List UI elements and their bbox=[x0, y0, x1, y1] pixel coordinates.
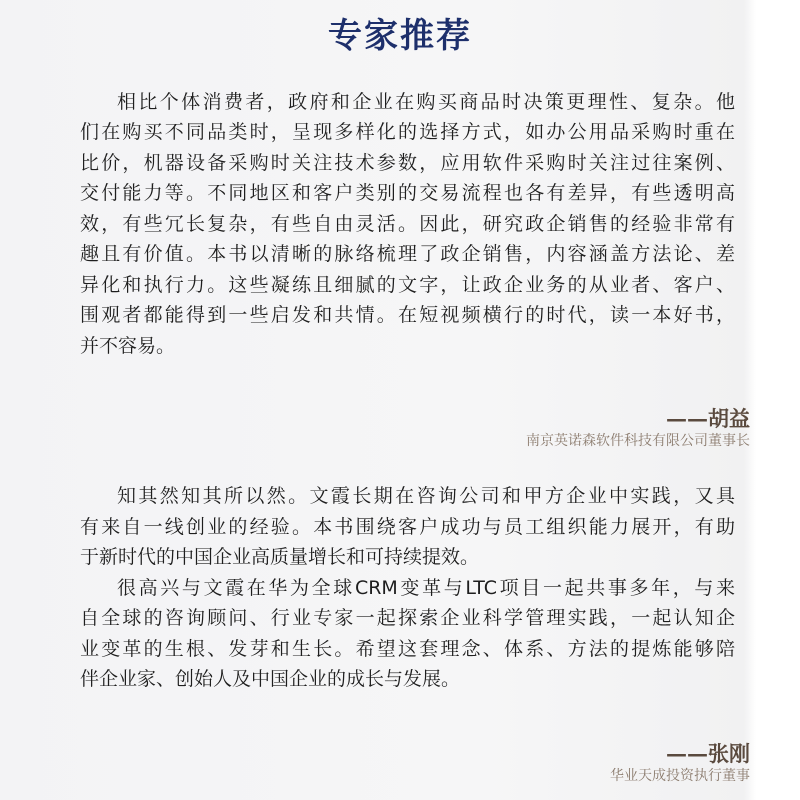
text-line: 业变革的生根、发芽和生长。希望这套理念、体系、方法的提炼能够陪 bbox=[80, 638, 735, 660]
text-line: 异化和执行力。这些凝练且细腻的文字，让政企业务的从业者、客户、 bbox=[80, 274, 735, 296]
text-line: 自全球的咨询顾问、行业专家一起探索企业科学管理实践，一起认知企 bbox=[80, 607, 735, 629]
text-line: 们在购买不同品类时，呈现多样化的选择方式，如办公用品采购时重在 bbox=[80, 121, 735, 143]
author-role: 华业天成投资执行董事 bbox=[610, 768, 750, 784]
text-line: 相比个体消费者，政府和企业在购买商品时决策更理性、复杂。他 bbox=[117, 91, 735, 113]
text-line: 很高兴与文霞在华为全球CRM变革与LTC项目一起共事多年，与来 bbox=[117, 577, 735, 599]
text-line: 有来自一线创业的经验。本书围绕客户成功与员工组织能力展开，有助 bbox=[80, 516, 735, 538]
text-line: 交付能力等。不同地区和客户类别的交易流程也各有差异，有些透明高 bbox=[80, 182, 735, 204]
text-line: 效，有些冗长复杂，有些自由灵活。因此，研究政企销售的经验非常有 bbox=[80, 213, 735, 235]
text-line: 知其然知其所以然。文霞长期在咨询公司和甲方企业中实践，又具 bbox=[117, 485, 735, 507]
text-line: 围观者都能得到一些启发和共情。在短视频横行的时代，读一本好书， bbox=[80, 304, 735, 326]
text-line: 于新时代的中国企业高质量增长和可持续提效。 bbox=[80, 546, 480, 568]
author-role: 南京英诺森软件科技有限公司董事长 bbox=[526, 433, 750, 449]
author-name: ——张刚 bbox=[666, 741, 750, 766]
text-line: 趣且有价值。本书以清晰的脉络梳理了政企销售，内容涵盖方法论、差 bbox=[80, 243, 735, 265]
author-name: ——胡益 bbox=[666, 406, 750, 431]
text-line: 并不容易。 bbox=[80, 335, 176, 357]
text-line: 伴企业家、创始人及中国企业的成长与发展。 bbox=[80, 668, 461, 690]
page-title: 专家推荐 bbox=[328, 16, 472, 56]
text-line: 比价，机器设备采购时关注技术参数，应用软件采购时关注过往案例、 bbox=[80, 152, 735, 174]
